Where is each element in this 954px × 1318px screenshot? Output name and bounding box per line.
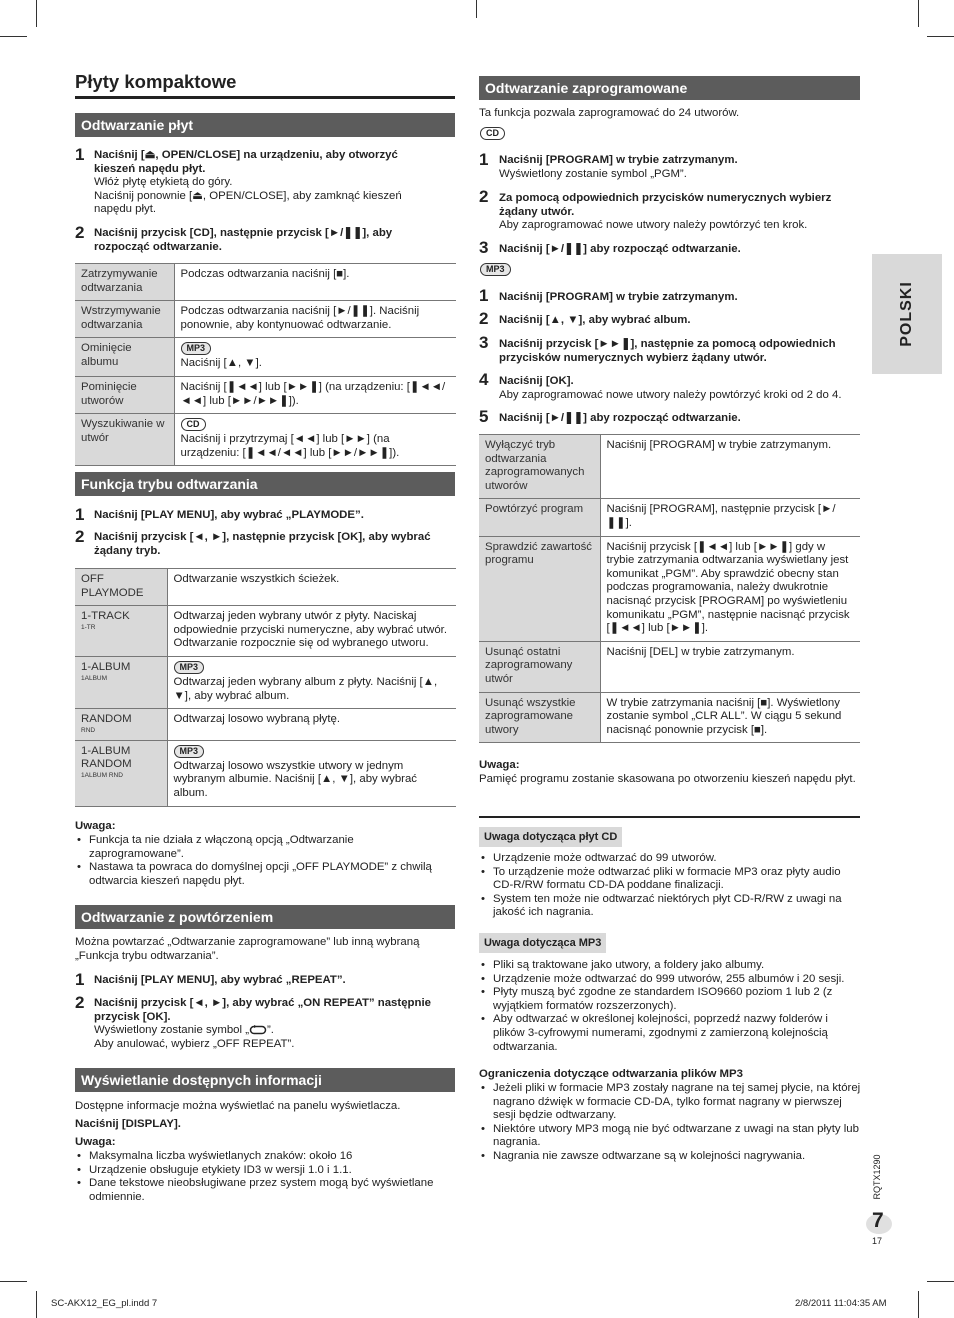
- step-instruction: Naciśnij [PROGRAM] w trybie zatrzymanym.: [499, 291, 738, 303]
- step-instruction: Naciśnij [►/❚❚] aby rozpocząć odtwarzanie.: [499, 243, 741, 255]
- step-block: [499, 192, 854, 233]
- table-key: Sprawdzić zawartość programu: [479, 536, 600, 641]
- crop-mark: [927, 36, 954, 37]
- display-abbrev: 1-TR: [81, 623, 96, 631]
- table-key: Pominięcie utworów: [75, 376, 174, 413]
- footer-date: 2/8/2011 11:04:35 AM: [795, 1298, 887, 1309]
- table-row: [75, 740, 456, 806]
- cd-note-list: [479, 852, 861, 920]
- doc-code-wrap: [872, 1150, 884, 1204]
- step-number: 1: [75, 505, 85, 524]
- limits-list: [479, 1082, 861, 1164]
- step-number: 3: [479, 333, 489, 352]
- list-item: • Nastawa ta powraca do domyślnej opcji „OFF PLAYMODE” z chwilą odtwarcia kieszeń napędu płyt.: [75, 861, 450, 888]
- table-key: RANDOM: [81, 713, 132, 726]
- step-number: 1: [75, 970, 85, 989]
- table-row: [479, 499, 860, 536]
- step-instruction: Naciśnij [►/❚❚] aby rozpocząć odtwarzanie.: [499, 412, 741, 424]
- list-item: • Urządzenie może odtwarzać do 99 utworów.: [479, 852, 861, 866]
- table-key: Wstrzymywanie odtwarzania: [75, 301, 174, 338]
- table-key: Zatrzymywanie odtwarzania: [75, 264, 174, 301]
- table-key-cell: [75, 740, 167, 806]
- table-value: Odtwarzaj losowo wybraną płytę.: [167, 709, 456, 741]
- step-detail: Włóż płytę etykietą do góry.: [94, 176, 233, 189]
- table-key: Wyłączyć tryb odtwarzania zaprogramowanych utworów: [479, 435, 600, 499]
- note-label: Uwaga:: [75, 820, 116, 832]
- step-detail-text: Wyświetlony zostanie symbol „: [94, 1024, 249, 1037]
- table-value-cell: [167, 740, 456, 806]
- page-title: Płyty kompaktowe: [75, 71, 237, 92]
- table-row: [75, 414, 456, 466]
- table-key: Wyszukiwanie w utwór: [75, 414, 174, 466]
- table-key: Usunąć ostatni zaprogramowany utwór: [479, 641, 600, 692]
- list-item: • Płyty muszą być zgodne ze standardem ISO9660 poziom 1 lub 2 (z wyjątkiem formatów rozszerzonych).: [479, 986, 861, 1013]
- step-number: 2: [75, 993, 85, 1012]
- table-row: [75, 656, 456, 708]
- section-intro: Można powtarzać „Odtwarzanie zaprogramowane” lub inną wybraną „Funkcja trybu odtwarzania”.: [75, 936, 420, 962]
- step-number: 1: [75, 145, 85, 164]
- list-item: • Urządzenie może odtwarzać do 999 utworów, 255 albumów i 20 sesji.: [479, 973, 861, 987]
- table-key: Ominięcie albumu: [75, 338, 174, 377]
- table-value: Odtwarzaj losowo wszystkie utwory w jednym wybranym albumie. Naciśnij [▲, ▼], aby wybrać album.: [173, 759, 417, 799]
- note-list: [75, 1150, 450, 1204]
- table-key-cell: [75, 606, 167, 657]
- list-item: • To urządzenie może odtwarzać pliki w formacie MP3 oraz płyty audio CD-R/RW formatu CD-DA poddane finalizacji.: [479, 866, 861, 893]
- crop-mark: [476, 0, 477, 18]
- step-instruction: Naciśnij [OK].: [499, 375, 574, 387]
- section-header-playback: Odtwarzanie płyt: [75, 113, 455, 137]
- table-key: 1-TRACK: [81, 610, 130, 623]
- mp3-badge: MP3: [480, 263, 511, 276]
- step-detail: Naciśnij ponownie [⏏, OPEN/CLOSE], aby zamknąć kieszeń napędu płyt.: [94, 189, 402, 216]
- divider: [479, 816, 860, 818]
- crop-mark: [36, 1291, 37, 1318]
- table-value: W trybie zatrzymania naciśnij [■]. Wyświetlony zostanie symbol „CLR ALL”. W ciągu 5 sekund nacisnąć ponownie przycisk [■].: [600, 692, 860, 743]
- page-number-small: 17: [872, 1236, 883, 1246]
- doc-code: RQTX1290: [872, 1154, 883, 1200]
- step-instruction: Naciśnij przycisk [◄, ►], następnie przycisk [OK], aby wybrać żądany tryb.: [94, 531, 431, 557]
- note-list: [75, 834, 450, 888]
- list-item: • Maksymalna liczba wyświetlanych znaków: około 16: [75, 1150, 450, 1164]
- section-header-playmode: Funkcja trybu odtwarzania: [75, 472, 455, 496]
- list-item: • System ten może nie odtwarzać niektórych płyt CD-R/RW z uwagi na jakość ich nagrania.: [479, 893, 861, 920]
- section-header-repeat: Odtwarzanie z powtórzeniem: [75, 905, 455, 929]
- title-rule: [75, 96, 455, 99]
- step-instruction: Naciśnij [▲, ▼], aby wybrać album.: [499, 314, 691, 326]
- table-row: [75, 606, 456, 657]
- mp3-note-title: Uwaga dotycząca MP3: [479, 933, 606, 953]
- table-row: [75, 338, 456, 377]
- badge-wrap: [480, 127, 505, 142]
- table-row: [479, 536, 860, 641]
- display-abbrev: 1ALBUM RND: [81, 771, 123, 779]
- table-value: Odtwarzaj jeden wybrany album z płyty. Naciśnij [▲, ▼], aby wybrać album.: [173, 675, 438, 702]
- display-abbrev: RND: [81, 726, 96, 734]
- playback-table: [75, 263, 456, 466]
- step-number: 2: [75, 223, 85, 242]
- crop-mark: [918, 1291, 919, 1318]
- table-value-cell: [174, 414, 456, 466]
- table-row: [479, 692, 860, 743]
- table-key-cell: [75, 709, 167, 741]
- step-detail: Aby zaprogramować nowe utwory należy powtórzyć kroki od 2 do 4.: [499, 388, 842, 401]
- table-value: Naciśnij [DEL] w trybie zatrzymanym.: [600, 641, 860, 692]
- mp3-note-list: [479, 959, 861, 1054]
- step-detail-text: ”.: [267, 1024, 274, 1037]
- cd-badge: CD: [181, 418, 206, 431]
- list-item: • Jeżeli pliki w formacie MP3 zostały nagrane na tej samej płycie, na której nagrano dźwięk w formacie CD-DA, tylko format nagrany w pierwszej sesji będzie odtwarzany.: [479, 1082, 861, 1123]
- table-value: Odtwarzaj jeden wybrany utwór z płyty. Naciskaj odpowiednie przyciski numeryczne, aby wybrać utwór. Odtwarzanie rozpocznie się od wybranego utworu.: [167, 606, 456, 657]
- table-value: Naciśnij [PROGRAM], następnie przycisk [►/❚❚].: [600, 499, 860, 536]
- table-row: [479, 435, 860, 499]
- step-instruction: Naciśnij [PROGRAM] w trybie zatrzymanym.: [499, 154, 738, 166]
- cd-badge: CD: [480, 127, 505, 140]
- table-row: [75, 376, 456, 413]
- table-key-cell: [75, 656, 167, 708]
- display-abbrev: 1ALBUM: [81, 674, 108, 682]
- list-item: • Pliki są traktowane jako utwory, a foldery jako albumy.: [479, 959, 861, 973]
- step-instruction: Naciśnij przycisk [►►❚], następnie za pomocą odpowiednich przycisków numerycznych wybierz żądany utwór.: [499, 338, 836, 364]
- step-detail: Aby anulować, wybierz „OFF REPEAT”.: [94, 1037, 295, 1050]
- table-row: [75, 569, 456, 606]
- table-value-cell: [167, 656, 456, 708]
- section-intro: Ta funkcja pozwala zaprogramować do 24 utworów.: [479, 107, 740, 119]
- table-value: Naciśnij [❚◄◄] lub [►►❚] (na urządzeniu: [❚◄◄/◄◄] lub [►►/►►❚]).: [174, 376, 456, 413]
- step-block: [499, 375, 864, 402]
- display-command: Naciśnij [DISPLAY].: [75, 1118, 181, 1130]
- step-number: 4: [479, 370, 489, 389]
- section-intro: Dostępne informacje można wyświetlać na panelu wyświetlacza.: [75, 1100, 401, 1112]
- repeat-icon: [249, 1025, 267, 1035]
- playmode-table: [75, 568, 456, 807]
- badge-wrap: [480, 263, 511, 278]
- section-header-display: Wyświetlanie dostępnych informacji: [75, 1068, 455, 1092]
- crop-mark: [0, 36, 27, 37]
- limits-title: Ograniczenia dotyczące odtwarzania plików MP3: [479, 1068, 743, 1080]
- step-number: 3: [479, 238, 489, 257]
- list-item: • Nagrania nie zawsze odtwarzane są w kolejności nagrywania.: [479, 1150, 861, 1164]
- table-value: Naciśnij i przytrzymaj [◄◄] lub [►►] (na urządzeniu: [❚◄◄/◄◄] lub [►►/►►❚]).: [180, 433, 400, 459]
- step-instruction: Naciśnij [PLAY MENU], aby wybrać „REPEAT”.: [94, 974, 346, 986]
- table-value: Podczas odtwarzania naciśnij [■].: [174, 264, 456, 301]
- list-item: • Dane tekstowe nieobsługiwane przez system mogą być wyświetlane odmiennie.: [75, 1177, 450, 1204]
- table-key: Powtórzyć program: [479, 499, 600, 536]
- table-row: [75, 301, 456, 338]
- crop-mark: [0, 1281, 27, 1282]
- list-item: • Urządzenie obsługuje etykiety ID3 w wersji 1.0 i 1.1.: [75, 1164, 450, 1178]
- page-number: 7: [872, 1209, 884, 1232]
- step-detail: Aby zaprogramować nowe utwory należy powtórzyć ten krok.: [499, 219, 808, 232]
- mp3-badge: MP3: [174, 745, 205, 758]
- table-value-cell: [174, 338, 456, 377]
- section-header-program: Odtwarzanie zaprogramowane: [479, 76, 860, 100]
- program-table: [479, 434, 860, 743]
- step-instruction: Naciśnij przycisk [◄, ►], aby wybrać „ON REPEAT” następnie przycisk [OK].: [94, 997, 431, 1023]
- step-instruction: Naciśnij przycisk [CD], następnie przycisk [►/❚❚], aby rozpocząć odtwarzanie.: [94, 227, 393, 253]
- step-instruction: Naciśnij [⏏, OPEN/CLOSE] na urządzeniu, aby otworzyć kieszeń napędu płyt.: [94, 149, 398, 175]
- step-number: 2: [75, 527, 85, 546]
- table-row: [75, 264, 456, 301]
- note-label: Uwaga:: [75, 1136, 116, 1148]
- table-value: Odtwarzanie wszystkich ścieżek.: [167, 569, 456, 606]
- step-detail: [94, 1024, 449, 1038]
- footer-file: SC-AKX12_EG_pl.indd 7: [51, 1298, 158, 1309]
- crop-mark: [927, 1281, 954, 1282]
- step-block: [94, 149, 434, 217]
- crop-mark: [918, 0, 919, 27]
- step-detail: Wyświetlony zostanie symbol „PGM”.: [499, 167, 687, 180]
- list-item: • Funkcja ta nie działa z włączoną opcją „Odtwarzanie zaprogramowane”.: [75, 834, 450, 861]
- language-tab-label: POLSKI: [898, 281, 916, 347]
- language-tab: [872, 254, 942, 374]
- table-row: [479, 641, 860, 692]
- step-number: 2: [479, 187, 489, 206]
- table-row: [75, 709, 456, 741]
- step-number: 1: [479, 286, 489, 305]
- step-number: 2: [479, 309, 489, 328]
- step-number: 5: [479, 407, 489, 426]
- table-key: 1-ALBUM RANDOM: [81, 744, 132, 771]
- step-instruction: Za pomocą odpowiednich przycisków numerycznych wybierz żądany utwór.: [499, 192, 832, 218]
- list-item: • Aby odtwarzać w określonej kolejności, poprzedź nazwy folderów i plików 3-cyfrowymi numerami, zgodnymi z zamierzoną kolejnością odtwarzania.: [479, 1013, 861, 1054]
- note-text: Pamięć programu zostanie skasowana po otworzeniu kieszeń napędu płyt.: [479, 773, 856, 785]
- cd-note-title: Uwaga dotycząca płyt CD: [479, 827, 622, 847]
- table-key: 1-ALBUM: [81, 660, 131, 673]
- list-item: • Niektóre utwory MP3 mogą nie być odtwarzane z uwagi na stan płyty lub nagrania.: [479, 1123, 861, 1150]
- note-label: Uwaga:: [479, 759, 520, 771]
- table-key: OFF PLAYMODE: [75, 569, 167, 606]
- table-value: Naciśnij [▲, ▼].: [180, 357, 262, 370]
- step-instruction: Naciśnij [PLAY MENU], aby wybrać „PLAYMODE”.: [94, 509, 364, 521]
- table-key: Usunąć wszystkie zaprogramowane utwory: [479, 692, 600, 743]
- step-block: [499, 154, 854, 181]
- mp3-badge: MP3: [181, 342, 212, 355]
- step-number: 1: [479, 150, 489, 169]
- table-value: Naciśnij przycisk [❚◄◄] lub [►►❚] gdy w trybie zatrzymania odtwarzania wyświetlany jest komunikat „PGM”. Aby sprawdzić obecny stan podczas programowania, należy dwukrotnie nacisnąć przycisk [PROGRAM] po wyświetleniu komunikatu „PGM”, następnie nacisnąć przycisk [❚◄◄] lub [►►❚].: [600, 536, 860, 641]
- crop-mark: [36, 0, 37, 27]
- mp3-badge: MP3: [174, 661, 205, 674]
- table-value: Naciśnij [PROGRAM] w trybie zatrzymanym.: [600, 435, 860, 499]
- step-block: [94, 997, 449, 1051]
- table-value: Podczas odtwarzania naciśnij [►/❚❚]. Naciśnij ponownie, aby kontynuować odtwarzanie.: [174, 301, 456, 338]
